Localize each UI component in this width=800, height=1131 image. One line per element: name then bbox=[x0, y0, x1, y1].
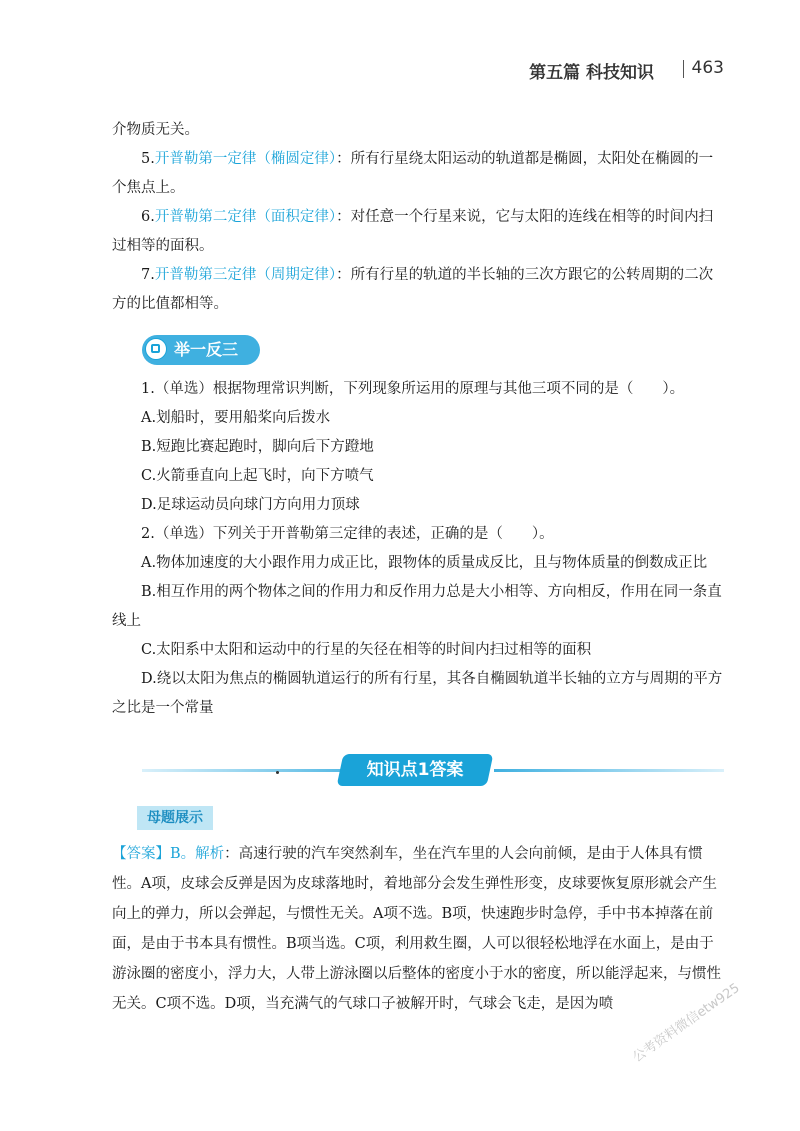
practice-badge-label: 举一反三 bbox=[174, 340, 239, 359]
page-header bbox=[0, 58, 800, 88]
page-number: 463 bbox=[691, 58, 724, 78]
law-7 bbox=[112, 261, 724, 319]
watermark: 公考资料微信etw925 bbox=[630, 980, 743, 1066]
law-text: ：所有行星的轨道的半长轴的三次方跟它的公转周期的二次方的比值都相等。 bbox=[112, 267, 714, 312]
question-1-option-a: A.划船时，要用船桨向后拨水 bbox=[141, 410, 331, 426]
question-2-option-b: B.相互作用的两个物体之间的作用力和反作用力总是大小相等、方向相反，作用在同一条直线上 bbox=[112, 584, 722, 629]
law-5 bbox=[112, 145, 724, 203]
question-2-option-c: C.太阳系中太阳和运动中的行星的矢径在相等的时间内扫过相等的面积 bbox=[141, 642, 592, 658]
law-term: 开普勒第三定律（周期定律） bbox=[154, 267, 337, 283]
practice-badge bbox=[142, 335, 260, 365]
law-term: 开普勒第一定律（椭圆定律） bbox=[154, 151, 337, 167]
answer-section-banner bbox=[112, 754, 724, 786]
law-6 bbox=[112, 203, 724, 261]
question-2-stem: 2.（单选）下列关于开普勒第三定律的表述，正确的是（ ）。 bbox=[141, 526, 554, 542]
main-content bbox=[112, 116, 724, 723]
question-1-option-b: B.短跑比赛起跑时，脚向后下方蹬地 bbox=[141, 439, 374, 455]
header-divider bbox=[683, 60, 684, 78]
law-number: 7. bbox=[141, 267, 155, 283]
banner-line-right bbox=[494, 769, 724, 772]
law-text: ：对任意一个行星来说，它与太阳的连线在相等的时间内扫过相等的面积。 bbox=[112, 209, 714, 254]
law-text: ：所有行星绕太阳运动的轨道都是椭圆，太阳处在椭圆的一个焦点上。 bbox=[112, 151, 714, 196]
banner-dot bbox=[276, 771, 279, 774]
intro-line: 介物质无关。 bbox=[112, 122, 199, 138]
banner-title: 知识点1答案 bbox=[366, 760, 464, 780]
question-2-option-a: A.物体加速度的大小跟作用力成正比，跟物体的质量成反比，且与物体质量的倒数成正比 bbox=[141, 555, 708, 571]
answer-explanation: ：高速行驶的汽车突然刹车，坐在汽车里的人会向前倾，是由于人体具有惯性。A项，皮球会反弹是因为皮球落地时，着地部分会发生弹性形变，皮球要恢复原形就会产生向上的弹力，所以会弹起，与惯性无关。A项不选。B项，快速跑步时急停，手中书本掉落在前面，是由于书本具有惯性。B项当选。C项，利用救生圈，人可以很轻松地浮在水面上，是由于游泳圈的密度小，浮力大，人带上游泳圈以后整体的密度小于水的密度，所以能浮起来，与惯性无关。C项不选。D项，当充满气的气球口子被解开时，气球会飞走，是因为喷 bbox=[112, 846, 721, 1012]
practice-header bbox=[112, 329, 724, 373]
mother-question-tag: 母题展示 bbox=[137, 806, 213, 830]
law-number: 6. bbox=[141, 209, 155, 225]
question-1-option-d: D.足球运动员向球门方向用力顶球 bbox=[141, 497, 360, 513]
practice-icon bbox=[145, 338, 167, 360]
answer-paragraph bbox=[112, 839, 724, 1019]
answer-key: 【答案】B。解析 bbox=[112, 846, 225, 862]
section-title: 第五篇 科技知识 bbox=[529, 63, 654, 83]
question-1-stem: 1.（单选）根据物理常识判断，下列现象所运用的原理与其他三项不同的是（ ）。 bbox=[141, 381, 685, 397]
question-2-option-d: D.绕以太阳为焦点的椭圆轨道运行的所有行星，其各自椭圆轨道半长轴的立方与周期的平方之比是一个常量 bbox=[112, 671, 723, 716]
question-1-option-c: C.火箭垂直向上起飞时，向下方喷气 bbox=[141, 468, 374, 484]
law-number: 5. bbox=[141, 151, 155, 167]
law-term: 开普勒第二定律（面积定律） bbox=[154, 209, 337, 225]
